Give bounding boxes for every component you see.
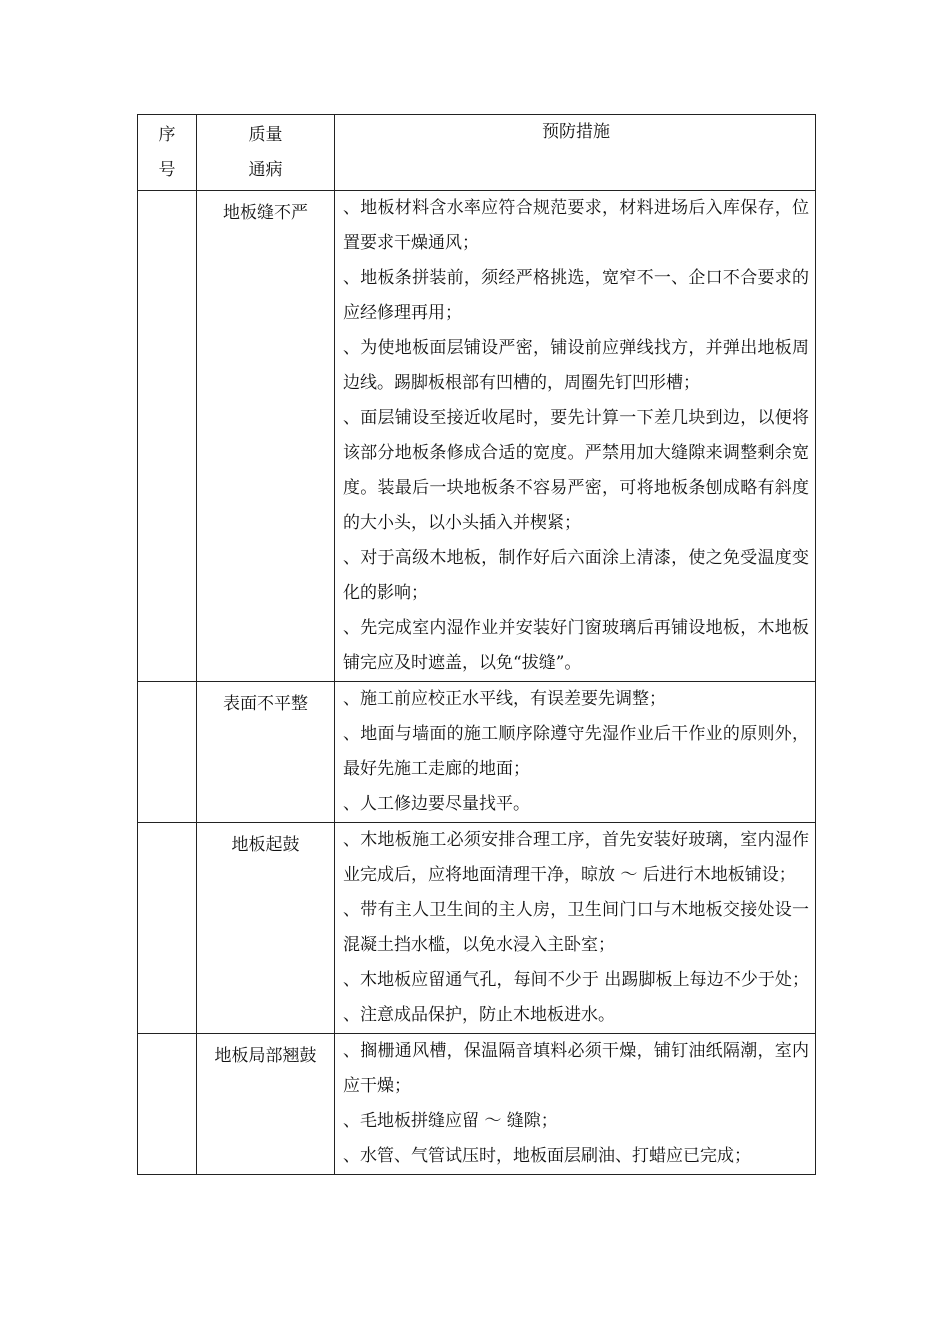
table-row [138, 1034, 816, 1175]
header-issue-line1: 质量 [248, 125, 283, 145]
measure-item: 、带有主人卫生间的主人房，卫生间门口与木地板交接处设一混凝土挡水槛，以免水浸入主卧室； [343, 900, 809, 955]
measure-item: 、毛地板拼缝应留 ～ 缝隙； [343, 1111, 558, 1131]
table-row [138, 682, 816, 823]
row-seq-cell [138, 823, 197, 1034]
measure-item: 、为使地板面层铺设严密，铺设前应弹线找方，并弹出地板周边线。踢脚板根部有凹槽的，周圈先钉凹形槽； [343, 338, 809, 393]
row-issue-cell [197, 823, 335, 1034]
row-issue-label: 表面不平整 [223, 694, 308, 714]
measure-item: 、地面与墙面的施工顺序除遵守先湿作业后干作业的原则外，最好先施工走廊的地面； [343, 724, 809, 779]
measure-item: 、水管、气管试压时，地板面层刷油、打蜡应已完成； [343, 1146, 751, 1166]
row-measures-cell [335, 682, 816, 823]
measure-item: 、木地板施工必须安排合理工序，首先安装好玻璃，室内湿作业完成后，应将地面清理干净，晾放 ～ 后进行木地板铺设； [343, 830, 809, 885]
measure-item: 、搁栅通风槽，保温隔音填料必须干燥，铺钉油纸隔潮，室内应干燥； [343, 1041, 809, 1096]
measure-item: 、施工前应校正水平线，有误差要先调整； [343, 689, 666, 709]
measure-item: 、人工修边要尽量找平。 [343, 794, 530, 814]
table-row [138, 191, 816, 682]
row-measures-cell [335, 823, 816, 1034]
measure-item: 、地板条拼装前，须经严格挑选，宽窄不一、企口不合要求的应经修理再用； [343, 268, 809, 323]
row-seq-cell [138, 191, 197, 682]
header-measures-cell [335, 115, 816, 191]
row-measures-cell [335, 191, 816, 682]
header-row [138, 115, 816, 191]
header-seq-line1: 序 [158, 125, 176, 145]
header-seq-cell [138, 115, 197, 191]
header-issue-line2: 通病 [248, 160, 283, 180]
row-issue-label: 地板起鼓 [231, 835, 300, 855]
header-issue-cell [197, 115, 335, 191]
measure-item: 、对于高级木地板，制作好后六面涂上清漆，使之免受温度变化的影响； [343, 548, 809, 603]
row-issue-cell [197, 191, 335, 682]
row-issue-cell [197, 682, 335, 823]
header-seq-line2: 号 [158, 160, 176, 180]
measure-item: 、木地板应留通气孔，每间不少于 出踢脚板上每边不少于处； 、注意成品保护，防止木地板进水。 [343, 970, 809, 1025]
row-seq-cell [138, 1034, 197, 1175]
table-row [138, 823, 816, 1034]
measure-item: 、先完成室内湿作业并安装好门窗玻璃后再铺设地板，木地板铺完应及时遮盖，以免“拔缝”。 [343, 618, 809, 673]
row-seq-cell [138, 682, 197, 823]
row-issue-label: 地板缝不严 [223, 203, 308, 223]
measure-item: 、地板材料含水率应符合规范要求，材料进场后入库保存，位置要求干燥通风； [343, 198, 809, 253]
measure-item: 、面层铺设至接近收尾时，要先计算一下差几块到边，以便将该部分地板条修成合适的宽度。严禁用加大缝隙来调整剩余宽度。装最后一块地板条不容易严密，可将地板条刨成略有斜度的大小头，以小头插入并楔紧； [343, 408, 809, 533]
quality-defects-table [137, 114, 816, 1175]
row-issue-cell [197, 1034, 335, 1175]
row-measures-cell [335, 1034, 816, 1175]
header-measures-label: 预防措施 [542, 122, 610, 142]
row-issue-label: 地板局部翘鼓 [214, 1046, 317, 1066]
table-body [138, 115, 816, 1175]
